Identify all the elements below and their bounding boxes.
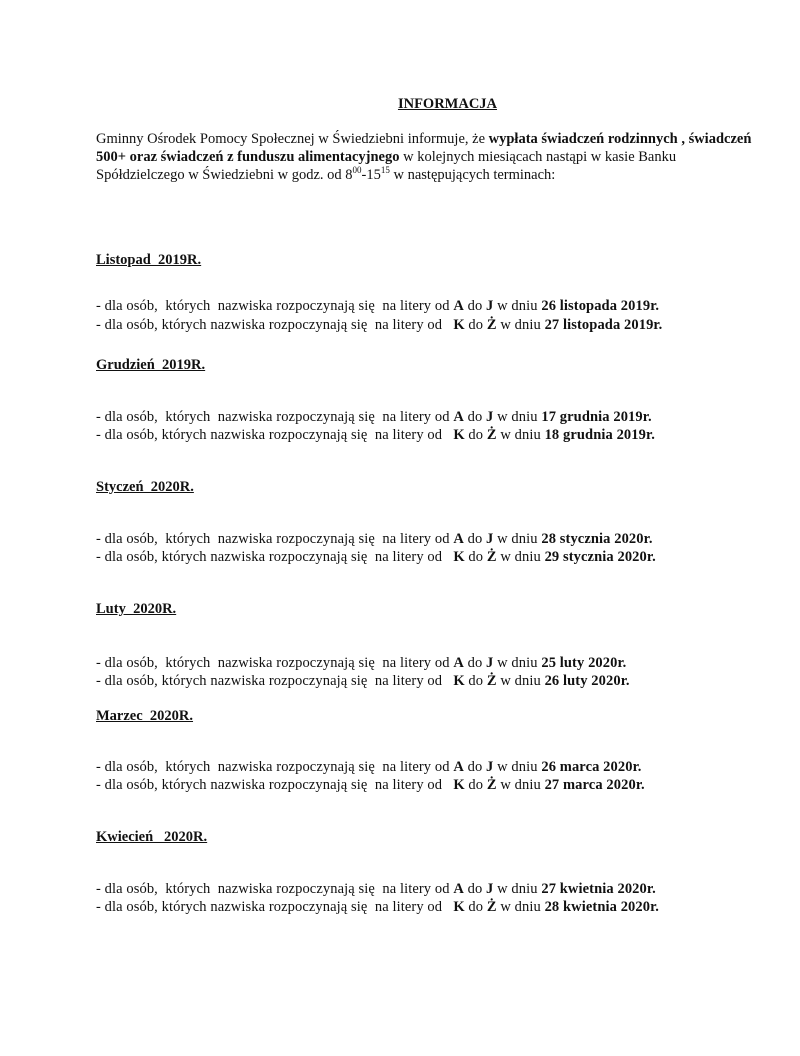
schedule-line-a-j: - dla osób, których nazwiska rozpoczynają się na litery od A do J w dniu 27 kwietnia 2020r. (96, 881, 656, 897)
section-heading: Listopad 2019R. (96, 252, 202, 268)
intro-line-1 (96, 130, 796, 148)
intro-text: w kolejnych miesiącach nastąpi w kasie Banku (399, 149, 677, 165)
section-heading: Kwiecień 2020R. (96, 829, 208, 845)
document-title: INFORMACJA (397, 96, 498, 112)
schedule-line-k-z: - dla osób, których nazwiska rozpoczynają się na litery od K do Ż w dniu 27 listopada 2019r. (96, 317, 663, 333)
hour-superscript: 15 (380, 165, 390, 175)
intro-paragraph (96, 130, 796, 184)
intro-text: -15 (361, 167, 381, 183)
schedule-line-a-j: - dla osób, których nazwiska rozpoczynają się na litery od A do J w dniu 25 luty 2020r. (96, 655, 627, 671)
schedule-line-k-z: - dla osób, których nazwiska rozpoczynają się na litery od K do Ż w dniu 28 kwietnia 2020r. (96, 899, 660, 915)
schedule-line-k-z: - dla osób, których nazwiska rozpoczynają się na litery od K do Ż w dniu 29 stycznia 2020r. (96, 549, 656, 565)
intro-line-3 (96, 166, 796, 184)
hour-superscript: 00 (352, 165, 362, 175)
section-heading: Grudzień 2019R. (96, 357, 206, 373)
intro-bold-text: 500+ oraz świadczeń z funduszu alimentacyjnego (96, 149, 400, 165)
schedule-line-a-j: - dla osób, których nazwiska rozpoczynają się na litery od A do J w dniu 26 marca 2020r. (96, 759, 642, 775)
schedule-line-k-z: - dla osób, których nazwiska rozpoczynają się na litery od K do Ż w dniu 27 marca 2020r. (96, 777, 645, 793)
schedule-line-k-z: - dla osób, których nazwiska rozpoczynają się na litery od K do Ż w dniu 18 grudnia 2019r. (96, 427, 655, 443)
section-heading: Luty 2020R. (96, 601, 177, 617)
intro-line-2 (96, 148, 796, 166)
section-heading: Styczeń 2020R. (96, 479, 194, 495)
schedule-line-a-j: - dla osób, których nazwiska rozpoczynają się na litery od A do J w dniu 17 grudnia 2019r. (96, 409, 652, 425)
schedule-line-a-j: - dla osób, których nazwiska rozpoczynają się na litery od A do J w dniu 26 listopada 2019r. (96, 298, 660, 314)
schedule-line-a-j: - dla osób, których nazwiska rozpoczynają się na litery od A do J w dniu 28 stycznia 2020r. (96, 531, 653, 547)
section-heading: Marzec 2020R. (96, 708, 194, 724)
intro-text: Spółdzielczego w Świedziebni w godz. od 8 (96, 167, 353, 183)
intro-text: w następujących terminach: (389, 167, 556, 183)
intro-text: Gminny Ośrodek Pomocy Społecznej w Świedziebni informuje, że (96, 131, 489, 147)
intro-bold-text: wypłata świadczeń rodzinnych , świadczeń (488, 131, 752, 147)
schedule-line-k-z: - dla osób, których nazwiska rozpoczynają się na litery od K do Ż w dniu 26 luty 2020r. (96, 673, 630, 689)
